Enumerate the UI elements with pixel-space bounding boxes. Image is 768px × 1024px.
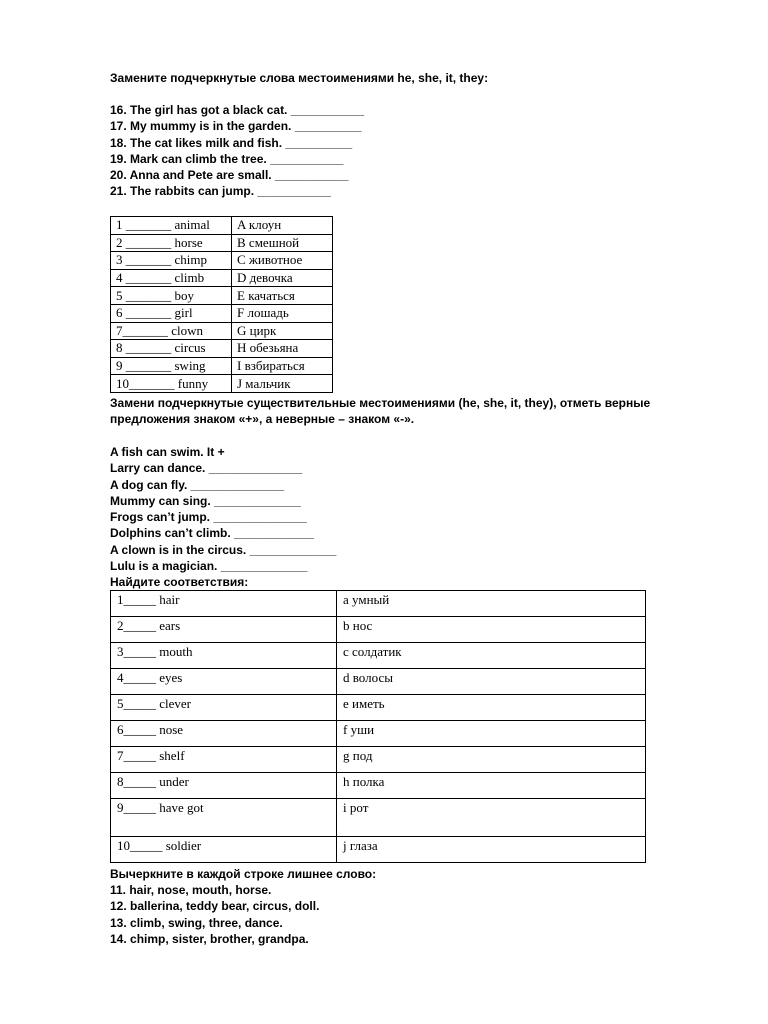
section2-heading-line1: Замени подчеркнутые существительные местоимениями (he, she, it, they), отметь верные [110,396,651,410]
table-cell-right: f уши [337,721,646,747]
section3-heading: Найдите соответствия: [110,575,249,589]
table-row [111,252,333,270]
table-cell-right: g под [337,747,646,773]
table-row [111,773,646,799]
section4-list [110,882,319,947]
section2-item: Frogs can’t jump. ______________ [110,510,307,525]
section1-list [110,102,364,200]
table-cell-right: e иметь [337,695,646,721]
table-row [111,375,333,393]
section2-item: Lulu is a magician. _____________ [110,559,308,574]
table-cell-right: i рот [337,799,646,837]
table-row [111,837,646,863]
section2-item: Mummy can sing. _____________ [110,493,301,508]
table-cell-right: j глаза [337,837,646,863]
table-cell-right: E качаться [232,287,333,305]
section4-item: 11. hair, nose, mouth, horse. [110,883,272,897]
table-row [111,721,646,747]
table-cell-right: H обезьяна [232,340,333,358]
section2-heading-line2: предложения знаком «+», а неверные – знаком «-». [110,412,415,426]
table-cell-right: G цирк [232,322,333,340]
table-cell-left: 3_____ mouth [111,643,337,669]
section1-item: 21. The rabbits can jump. ___________ [110,184,331,199]
table-cell-left: 9 _______ swing [111,357,232,375]
table-cell-left: 10_______ funny [111,375,232,393]
table-row [111,357,333,375]
table-cell-left: 5 _______ boy [111,287,232,305]
section1-item: 16. The girl has got a black cat. ___________ [110,103,365,117]
table-cell-right: D девочка [232,269,333,287]
section2-list [110,444,336,574]
table-row [111,322,333,340]
table-cell-left: 10_____ soldier [111,837,337,863]
table-cell-left: 6 _______ girl [111,304,232,322]
table-cell-right: c солдатик [337,643,646,669]
section1-item: 18. The cat likes milk and fish. __________ [110,135,353,150]
table-cell-left: 1_____ hair [111,591,337,617]
section2-item: A clown is in the circus. _____________ [110,542,337,557]
table-row [111,340,333,358]
section4-item: 14. chimp, sister, brother, grandpa. [110,931,309,946]
table-row [111,643,646,669]
section1-item: 17. My mummy is in the garden. __________ [110,119,362,134]
table-row [111,217,333,235]
table-row [111,234,333,252]
table-cell-left: 7_______ clown [111,322,232,340]
table-cell-left: 8 _______ circus [111,340,232,358]
section4-item: 13. climb, swing, three, dance. [110,915,283,930]
table-row [111,304,333,322]
table-row [111,695,646,721]
table-row [111,669,646,695]
table-row [111,799,646,837]
section2-item: Dolphins can’t climb. ____________ [110,526,315,541]
table-cell-left: 5_____ clever [111,695,337,721]
table-cell-left: 8_____ under [111,773,337,799]
table-cell-left: 3 _______ chimp [111,252,232,270]
table-cell-right: d волосы [337,669,646,695]
section4-heading: Вычеркните в каждой строке лишнее слово: [110,867,377,881]
table-cell-left: 2 _______ horse [111,234,232,252]
table-cell-right: I взбираться [232,357,333,375]
section2-item: A dog can fly. ______________ [110,477,285,492]
table-cell-right: F лошадь [232,304,333,322]
table-cell-right: b нос [337,617,646,643]
table-cell-right: B смешной [232,234,333,252]
section4-item: 12. ballerina, teddy bear, circus, doll. [110,899,320,914]
table-cell-right: h полка [337,773,646,799]
table-cell-left: 9_____ have got [111,799,337,837]
table-row [111,617,646,643]
table-row [111,287,333,305]
section1-heading: Замените подчеркнутые слова местоимениями he, she, it, they: [110,71,489,85]
section2-item: A fish can swim. It + [110,445,225,459]
table-cell-right: C животное [232,252,333,270]
table-cell-right: J мальчик [232,375,333,393]
table-row [111,591,646,617]
body-parts-match-table [110,590,646,863]
section2-item: Larry can dance. ______________ [110,461,303,476]
table-row [111,269,333,287]
table-cell-left: 4_____ eyes [111,669,337,695]
table-cell-left: 1 _______ animal [111,217,232,235]
table-cell-right: a умный [337,591,646,617]
vocabulary-match-table [110,216,333,393]
section1-item: 19. Mark can climb the tree. ___________ [110,151,344,166]
table-cell-left: 7_____ shelf [111,747,337,773]
table-cell-left: 6_____ nose [111,721,337,747]
table-row [111,747,646,773]
section1-item: 20. Anna and Pete are small. ___________ [110,168,349,183]
table-cell-left: 2_____ ears [111,617,337,643]
table-cell-left: 4 _______ climb [111,269,232,287]
table-cell-right: A клоун [232,217,333,235]
